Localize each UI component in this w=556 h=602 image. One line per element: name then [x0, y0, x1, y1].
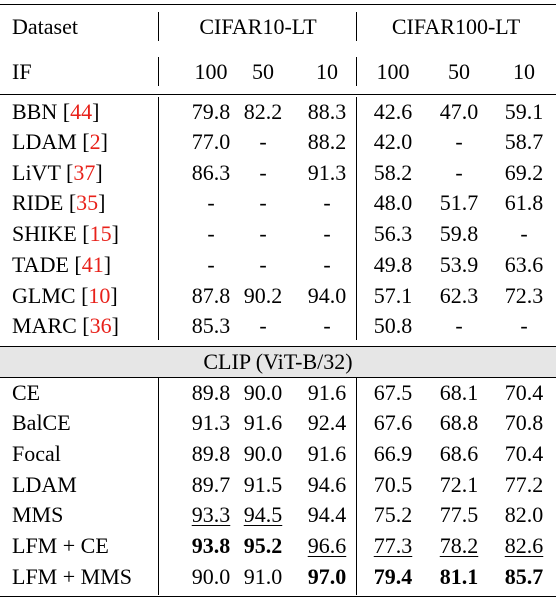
- result-value: 94.6: [307, 472, 347, 497]
- method-name: BalCE: [12, 410, 71, 435]
- result-value: 56.3: [373, 221, 413, 246]
- result-value: 89.7: [191, 472, 231, 497]
- method-name: MMS: [12, 502, 64, 527]
- top-rule: [0, 4, 556, 5]
- result-value: 94.5: [243, 502, 283, 527]
- citation-link[interactable]: 15: [89, 221, 112, 246]
- result-value: 85.7: [504, 564, 544, 589]
- result-value: 49.8: [373, 252, 413, 277]
- result-value: 70.4: [504, 380, 544, 405]
- citation-link[interactable]: 36: [89, 313, 112, 338]
- citation-link[interactable]: 44: [70, 99, 93, 124]
- result-value: 91.3: [191, 410, 231, 435]
- result-value: 92.4: [307, 410, 347, 435]
- method-name: RIDE [35]: [12, 190, 106, 215]
- result-value: -: [323, 221, 331, 246]
- result-value: 91.0: [243, 564, 283, 589]
- result-value: 53.9: [439, 252, 479, 277]
- method-name: LDAM [2]: [12, 129, 108, 154]
- result-value: 91.6: [243, 410, 283, 435]
- result-value: -: [455, 313, 463, 338]
- if-separator: [158, 57, 159, 86]
- result-value: -: [207, 221, 215, 246]
- citation-link[interactable]: 2: [89, 129, 101, 154]
- result-value: 67.6: [373, 410, 413, 435]
- result-value: 59.1: [504, 99, 544, 124]
- if-value: 10: [513, 59, 535, 84]
- result-value: 77.5: [439, 502, 479, 527]
- if-value: 50: [252, 59, 274, 84]
- if-value: 50: [448, 59, 470, 84]
- result-value: 68.1: [439, 380, 479, 405]
- result-value: 48.0: [373, 190, 413, 215]
- result-value: 67.5: [373, 380, 413, 405]
- result-value: 79.4: [373, 564, 413, 589]
- method-name: LFM + CE: [12, 533, 109, 558]
- result-value: -: [259, 221, 267, 246]
- clip-separator-left: [158, 378, 159, 595]
- result-value: -: [455, 160, 463, 185]
- method-name: BBN [44]: [12, 99, 100, 124]
- result-value: -: [323, 252, 331, 277]
- result-value: 97.0: [307, 564, 347, 589]
- result-value: 89.8: [191, 380, 231, 405]
- result-value: 94.4: [307, 502, 347, 527]
- result-value: 91.5: [243, 472, 283, 497]
- result-value: 69.2: [504, 160, 544, 185]
- result-value: 72.3: [504, 283, 544, 308]
- method-name: GLMC [10]: [12, 283, 118, 308]
- result-value: 93.8: [191, 533, 231, 558]
- result-value: 42.0: [373, 129, 413, 154]
- result-value: 95.2: [243, 533, 283, 558]
- result-value: 72.1: [439, 472, 479, 497]
- header-bottom-rule: [0, 94, 556, 95]
- result-value: 90.0: [243, 441, 283, 466]
- cifar10-header: CIFAR10-LT: [199, 14, 317, 39]
- result-value: 91.6: [307, 380, 347, 405]
- result-value: -: [520, 221, 528, 246]
- result-value: 70.5: [373, 472, 413, 497]
- result-value: 85.3: [191, 313, 231, 338]
- result-value: 77.3: [373, 533, 413, 558]
- result-value: 47.0: [439, 99, 479, 124]
- result-value: -: [259, 313, 267, 338]
- result-value: 51.7: [439, 190, 479, 215]
- result-value: 79.8: [191, 99, 231, 124]
- result-value: 63.6: [504, 252, 544, 277]
- result-value: 81.1: [439, 564, 479, 589]
- result-value: -: [455, 129, 463, 154]
- result-value: 62.3: [439, 283, 479, 308]
- result-value: 68.8: [439, 410, 479, 435]
- result-value: 91.3: [307, 160, 347, 185]
- result-value: -: [207, 252, 215, 277]
- result-value: 78.2: [439, 533, 479, 558]
- result-value: 88.2: [307, 129, 347, 154]
- result-value: 93.3: [191, 502, 231, 527]
- result-value: 57.1: [373, 283, 413, 308]
- bottom-rule: [0, 596, 556, 597]
- result-value: -: [323, 190, 331, 215]
- result-value: 58.7: [504, 129, 544, 154]
- result-value: 50.8: [373, 313, 413, 338]
- method-name: LDAM: [12, 472, 77, 497]
- result-value: 75.2: [373, 502, 413, 527]
- result-value: 87.8: [191, 283, 231, 308]
- result-value: -: [259, 190, 267, 215]
- result-value: 42.6: [373, 99, 413, 124]
- result-value: 61.8: [504, 190, 544, 215]
- result-value: 91.6: [307, 441, 347, 466]
- result-value: 88.3: [307, 99, 347, 124]
- result-value: -: [520, 313, 528, 338]
- result-value: 86.3: [191, 160, 231, 185]
- result-value: 70.8: [504, 410, 544, 435]
- result-value: 59.8: [439, 221, 479, 246]
- group-separator: [356, 12, 357, 41]
- if-value: 100: [376, 59, 410, 84]
- method-name: TADE [41]: [12, 252, 112, 277]
- body-separator-left: [158, 97, 159, 340]
- method-name: LFM + MMS: [12, 564, 133, 589]
- result-value: -: [207, 190, 215, 215]
- if-value: 100: [194, 59, 228, 84]
- clip-separator-right: [356, 378, 357, 595]
- result-value: 90.0: [191, 564, 231, 589]
- result-value: 82.2: [243, 99, 283, 124]
- if-value: 10: [316, 59, 338, 84]
- result-value: 68.6: [439, 441, 479, 466]
- citation-link[interactable]: 35: [76, 190, 99, 215]
- section-label: CLIP (ViT-B/32): [203, 349, 353, 374]
- method-name: MARC [36]: [12, 313, 119, 338]
- dataset-header: Dataset: [12, 14, 78, 39]
- method-name: Focal: [12, 441, 61, 466]
- citation-link[interactable]: 37: [73, 160, 96, 185]
- result-value: 58.2: [373, 160, 413, 185]
- result-value: 77.2: [504, 472, 544, 497]
- cifar100-header: CIFAR100-LT: [391, 14, 521, 39]
- method-name: LiVT [37]: [12, 160, 103, 185]
- if-header: IF: [12, 59, 32, 84]
- result-value: 90.2: [243, 283, 283, 308]
- citation-link[interactable]: 41: [81, 252, 104, 277]
- if-group-separator: [356, 57, 357, 86]
- body-separator-right: [356, 97, 357, 340]
- result-value: -: [259, 160, 267, 185]
- result-value: -: [259, 252, 267, 277]
- result-value: 96.6: [307, 533, 347, 558]
- result-value: 94.0: [307, 283, 347, 308]
- result-value: 90.0: [243, 380, 283, 405]
- result-value: 70.4: [504, 441, 544, 466]
- citation-link[interactable]: 10: [88, 283, 111, 308]
- method-name: CE: [12, 380, 41, 405]
- method-name: SHIKE [15]: [12, 221, 119, 246]
- dataset-separator: [158, 12, 159, 41]
- result-value: 82.0: [504, 502, 544, 527]
- result-value: 82.6: [504, 533, 544, 558]
- result-value: 77.0: [191, 129, 231, 154]
- result-value: 66.9: [373, 441, 413, 466]
- result-value: -: [259, 129, 267, 154]
- result-value: -: [323, 313, 331, 338]
- result-value: 89.8: [191, 441, 231, 466]
